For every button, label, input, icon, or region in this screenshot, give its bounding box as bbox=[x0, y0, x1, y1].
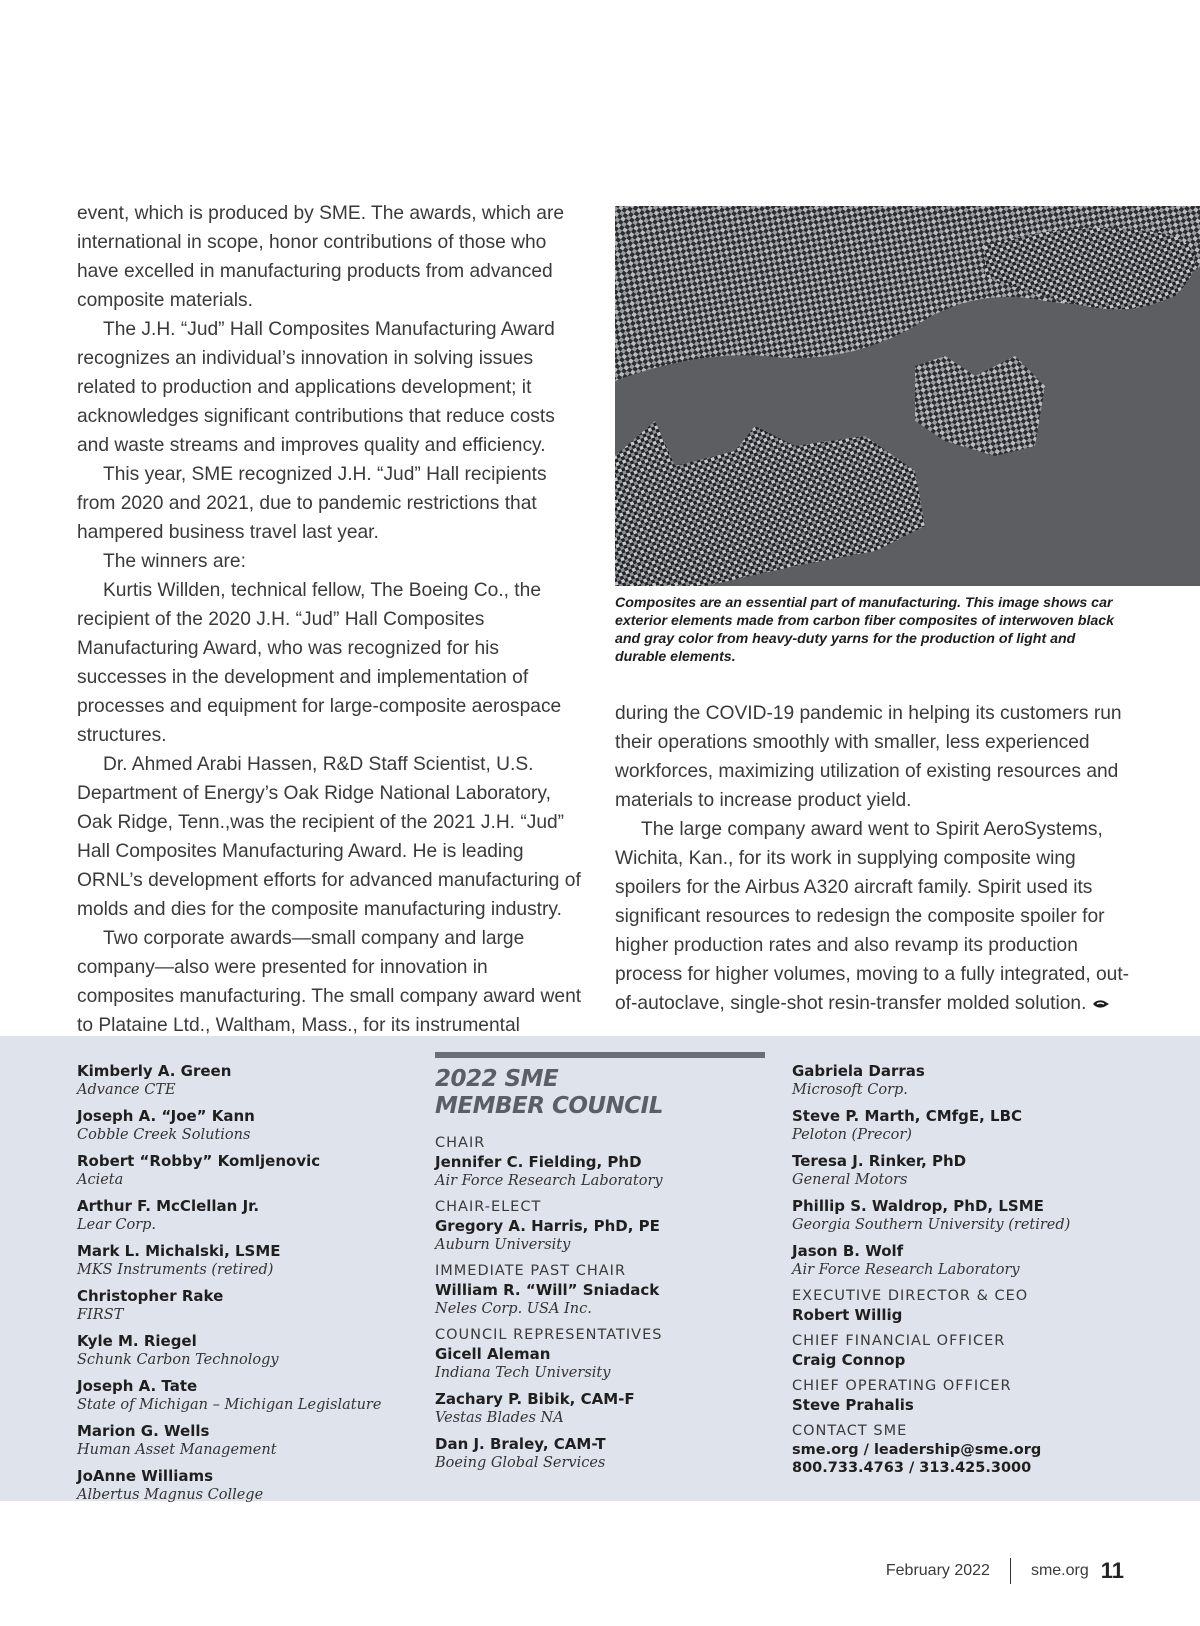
member-name: Arthur F. McClellan Jr. bbox=[77, 1197, 260, 1215]
council-column-1 bbox=[77, 1062, 417, 1512]
council-member bbox=[77, 1422, 417, 1460]
article-paragraph: event, which is produced by SME. The awards, which are international in scope, honor contributions of those who have excelled in manufacturing products from advanced composite materials. bbox=[77, 203, 565, 311]
council-member bbox=[77, 1242, 417, 1280]
carbon-fiber-illustration bbox=[615, 206, 1200, 586]
role-label: CHIEF FINANCIAL OFFICER bbox=[792, 1333, 1006, 1349]
page-footer bbox=[886, 1556, 1124, 1586]
photo-caption: Composites are an essential part of manufacturing. This image shows car exterior elements made from carbon fiber composites of interwoven black and gray color from heavy-duty yarns for the production of light and durable elements. bbox=[615, 595, 1115, 665]
member-org: Cobble Creek Solutions bbox=[77, 1127, 251, 1143]
member-org: Indiana Tech University bbox=[435, 1365, 611, 1381]
member-org: MKS Instruments (retired) bbox=[77, 1262, 274, 1278]
member-name: Kyle M. Riegel bbox=[77, 1332, 197, 1350]
article-right-column bbox=[615, 699, 1135, 1018]
member-org: Schunk Carbon Technology bbox=[77, 1352, 279, 1368]
contact-phones: 800.733.4763 / 313.425.3000 bbox=[792, 1460, 1032, 1476]
role-label: EXECUTIVE DIRECTOR & CEO bbox=[792, 1288, 1029, 1304]
contact-links[interactable]: sme.org / leadership@sme.org bbox=[792, 1442, 1042, 1458]
member-name: Gicell Aleman bbox=[435, 1345, 551, 1363]
member-org: Air Force Research Laboratory bbox=[792, 1262, 1020, 1278]
role-label: IMMEDIATE PAST CHAIR bbox=[435, 1263, 627, 1279]
member-name: Steve P. Marth, CMfgE, LBC bbox=[792, 1107, 1023, 1125]
article-paragraph: Two corporate awards—small company and large company—also were presented for innovation in composites manufacturing. The small company award went to Plataine Ltd., Waltham, Mass., for its instrumental bbox=[77, 928, 582, 1036]
member-org: FIRST bbox=[77, 1307, 124, 1323]
council-column-3 bbox=[792, 1062, 1172, 1484]
page-number: 11 bbox=[1100, 1558, 1124, 1583]
footer-divider bbox=[1010, 1558, 1011, 1584]
article-paragraph bbox=[615, 815, 1135, 1018]
member-org: Neles Corp. USA Inc. bbox=[435, 1301, 592, 1317]
council-member bbox=[792, 1197, 1172, 1235]
article-paragraph-text: The large company award went to Spirit AeroSystems, Wichita, Kan., for its work in supplying composite wing spoilers for the Airbus A320 aircraft family. Spirit used its significant resources to redesign the composite spoiler for higher production rates and also revamp its production process for higher volumes, moving to a fully integrated, out-of-autoclave, single-shot resin-transfer molded solution. bbox=[615, 819, 1130, 1014]
council-title-rule bbox=[435, 1052, 765, 1058]
council-member bbox=[435, 1390, 765, 1428]
member-name: Zachary P. Bibik, CAM-F bbox=[435, 1390, 635, 1408]
article-paragraph: during the COVID-19 pandemic in helping its customers run their operations smoothly with smaller, less experienced workforces, maximizing utilization of existing resources and materials to increase product yield. bbox=[615, 703, 1122, 811]
member-name: Gabriela Darras bbox=[792, 1062, 925, 1080]
member-org: Albertus Magnus College bbox=[77, 1487, 264, 1503]
member-name: Robert Willig bbox=[792, 1306, 903, 1324]
council-member bbox=[77, 1332, 417, 1370]
council-officer bbox=[792, 1332, 1172, 1370]
council-member bbox=[435, 1345, 765, 1383]
article-left-column bbox=[77, 199, 585, 1069]
member-org: Acieta bbox=[77, 1172, 124, 1188]
contact-block bbox=[792, 1422, 1172, 1477]
member-org: Boeing Global Services bbox=[435, 1455, 606, 1471]
council-chair-elect bbox=[435, 1198, 765, 1255]
member-name: Dan J. Braley, CAM-T bbox=[435, 1435, 606, 1453]
member-org: State of Michigan – Michigan Legislature bbox=[77, 1397, 382, 1413]
member-name: JoAnne Williams bbox=[77, 1467, 214, 1485]
carbon-fiber-photo bbox=[615, 206, 1200, 586]
council-member bbox=[792, 1107, 1172, 1145]
role-label: CHIEF OPERATING OFFICER bbox=[792, 1378, 1012, 1394]
member-name: William R. “Will” Sniadack bbox=[435, 1281, 660, 1299]
member-name: Kimberly A. Green bbox=[77, 1062, 232, 1080]
site-link[interactable]: sme.org bbox=[1030, 1562, 1089, 1579]
council-member bbox=[77, 1467, 417, 1505]
issue-date: February 2022 bbox=[885, 1562, 990, 1579]
member-org: Georgia Southern University (retired) bbox=[792, 1217, 1071, 1233]
member-name: Robert “Robby” Komljenovic bbox=[77, 1152, 321, 1170]
council-column-2 bbox=[435, 1052, 765, 1480]
council-member bbox=[792, 1062, 1172, 1100]
council-title-line: 2022 SME bbox=[435, 1066, 559, 1092]
member-name: Christopher Rake bbox=[77, 1287, 224, 1305]
sme-end-mark-icon bbox=[1092, 998, 1110, 1010]
council-member bbox=[77, 1377, 417, 1415]
member-org: Human Asset Management bbox=[77, 1442, 277, 1458]
member-name: Joseph A. Tate bbox=[77, 1377, 198, 1395]
member-name: Gregory A. Harris, PhD, PE bbox=[435, 1217, 660, 1235]
article-paragraph: This year, SME recognized J.H. “Jud” Hall recipients from 2020 and 2021, due to pandemic restrictions that hampered business travel last year. bbox=[77, 464, 547, 543]
member-name: Marion G. Wells bbox=[77, 1422, 210, 1440]
council-title bbox=[435, 1066, 765, 1120]
council-officer bbox=[792, 1377, 1172, 1415]
council-member bbox=[77, 1152, 417, 1190]
member-org: Air Force Research Laboratory bbox=[435, 1173, 663, 1189]
member-org: Advance CTE bbox=[77, 1082, 176, 1098]
role-label: CHAIR bbox=[435, 1135, 486, 1151]
member-name: Mark L. Michalski, LSME bbox=[77, 1242, 281, 1260]
article-paragraph: Kurtis Willden, technical fellow, The Boeing Co., the recipient of the 2020 J.H. “Jud” Hall Composites Manufacturing Award, who was recognized for his successes in the development and implementation of processes and equipment for large-composite aerospace structures. bbox=[77, 580, 562, 746]
article-paragraph: The winners are: bbox=[103, 551, 246, 572]
member-org: Microsoft Corp. bbox=[792, 1082, 908, 1098]
article-paragraph: The J.H. “Jud” Hall Composites Manufacturing Award recognizes an individual’s innovation in solving issues related to production and applications development; it acknowledges significant contributions that reduce costs and waste streams and improves quality and efficiency. bbox=[77, 319, 555, 456]
member-name: Joseph A. “Joe” Kann bbox=[77, 1107, 255, 1125]
council-officer bbox=[792, 1287, 1172, 1325]
member-org: Auburn University bbox=[435, 1237, 571, 1253]
council-past-chair bbox=[435, 1262, 765, 1319]
member-name: Steve Prahalis bbox=[792, 1396, 914, 1414]
council-member bbox=[435, 1435, 765, 1473]
member-name: Teresa J. Rinker, PhD bbox=[792, 1152, 967, 1170]
member-name: Craig Connop bbox=[792, 1351, 906, 1369]
council-member bbox=[792, 1242, 1172, 1280]
council-member bbox=[792, 1152, 1172, 1190]
member-name: Jennifer C. Fielding, PhD bbox=[435, 1153, 642, 1171]
council-title-line: MEMBER COUNCIL bbox=[435, 1093, 663, 1119]
council-member bbox=[77, 1107, 417, 1145]
council-member bbox=[77, 1062, 417, 1100]
role-label: CHAIR-ELECT bbox=[435, 1199, 542, 1215]
role-label: COUNCIL REPRESENTATIVES bbox=[435, 1327, 663, 1343]
member-org: Peloton (Precor) bbox=[792, 1127, 912, 1143]
member-name: Phillip S. Waldrop, PhD, LSME bbox=[792, 1197, 1044, 1215]
member-council-panel bbox=[0, 1036, 1200, 1501]
member-name: Jason B. Wolf bbox=[792, 1242, 904, 1260]
article-paragraph: Dr. Ahmed Arabi Hassen, R&D Staff Scientist, U.S. Department of Energy’s Oak Ridge National Laboratory, Oak Ridge, Tenn.,was the recipient of the 2021 J.H. “Jud” Hall Composites Manufacturing Award. He is leading ORNL’s development efforts for advanced manufacturing of molds and dies for the composite manufacturing industry. bbox=[77, 754, 581, 920]
role-label: CONTACT SME bbox=[792, 1423, 908, 1439]
council-member bbox=[77, 1197, 417, 1235]
member-org: Vestas Blades NA bbox=[435, 1410, 564, 1426]
member-org: General Motors bbox=[792, 1172, 908, 1188]
member-org: Lear Corp. bbox=[77, 1217, 157, 1233]
council-member bbox=[77, 1287, 417, 1325]
council-chair bbox=[435, 1134, 765, 1191]
